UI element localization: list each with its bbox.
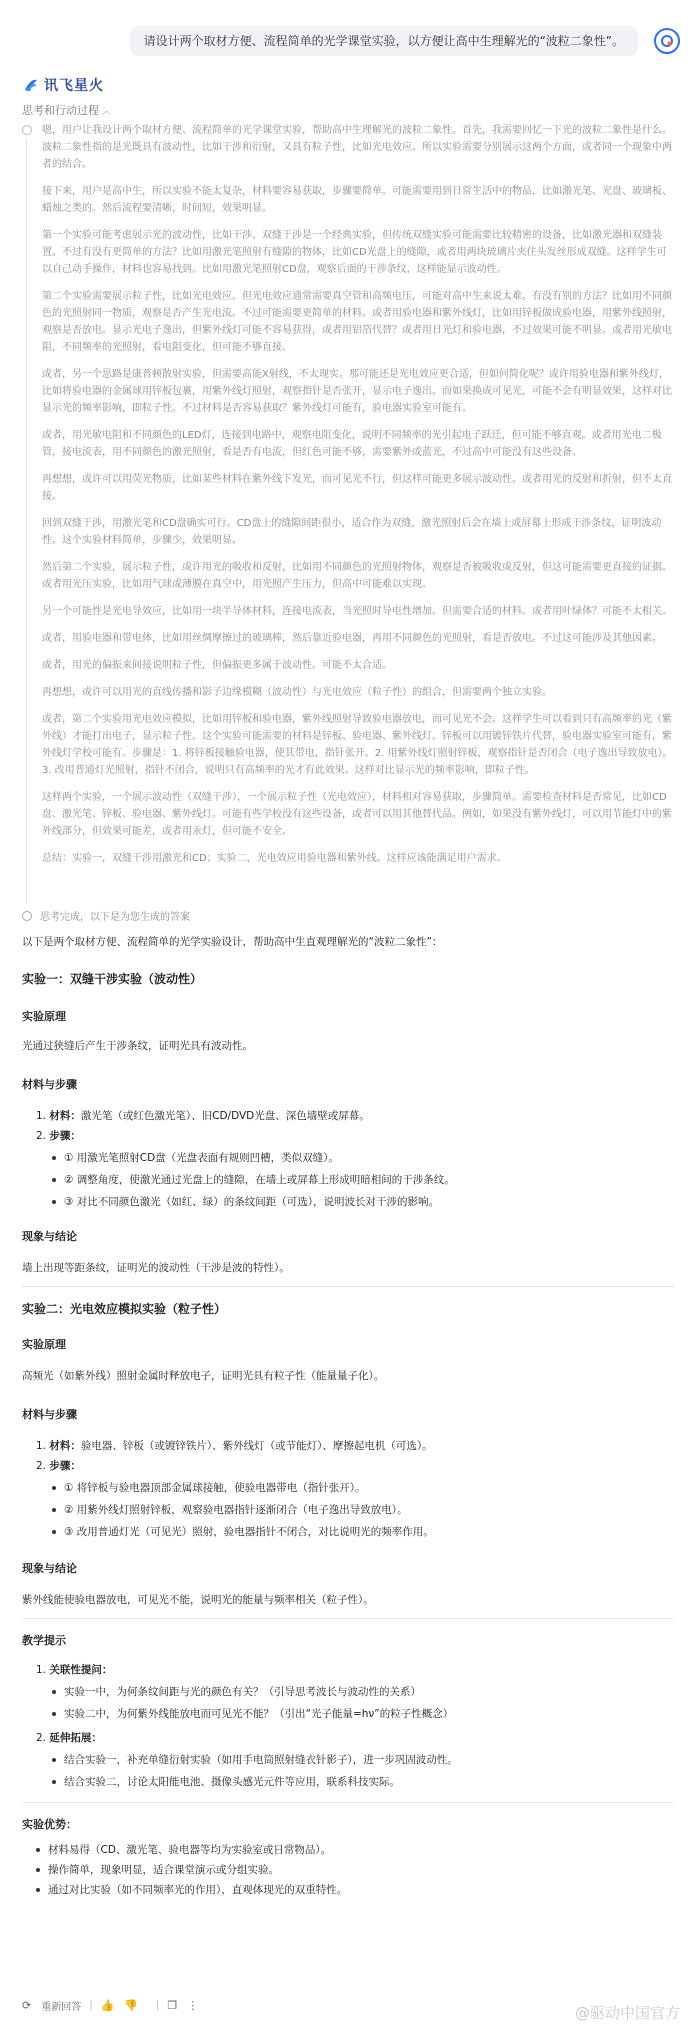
tips-title: 教学提示 xyxy=(22,1634,66,1647)
think-paragraph: 再想想，或许可以用荧光物质，比如某些材料在紫外线下发光，而可见光不行，但这样可能更多展示波动性。或者用光的反射和折射，但不太直接。 xyxy=(42,474,672,502)
think-paragraph: 回到双缝干涉，用激光笔和CD盘确实可行。CD盘上的缝隙间距很小，适合作为双缝，激光照射后会在墙上或屏幕上形成干涉条纹，证明波动性。这个实验材料简单，步骤少，效果明显。 xyxy=(42,518,662,546)
exp2-title: 实验二：光电效应模拟实验（粒子性） xyxy=(22,1302,227,1316)
thinking-process xyxy=(22,122,674,904)
think-paragraph: 或者，第二个实验用光电效应模拟，比如用锌板和验电器，紫外线照射导致验电器放电，而可见光不会。这样学生可以看到只有高频率的光（紫外线）才能打出电子，显示粒子性。这个实验可能需要的材料是锌板、验电器、紫外线灯。锌板可以用镀锌铁片代替，验电器实验室可能有，紫外线灯学校可能有。步骤是：1. 将锌板接触验电器，使其带电，指针张开。2. 用紫外线灯照射锌板，观察指针是否闭合（电子逸出导致放电）。3. 改用普通灯光照射，指针不闭合，说明只有高频率的光才有此效果。这样对比显示光的频率影响，即粒子性。 xyxy=(42,714,673,776)
tips-sub-text: 结合实验一，补充单缝衍射实验（如用手电筒照射缝衣针影子），进一步巩固波动性。 xyxy=(64,1754,458,1766)
thinking-divider xyxy=(26,138,27,904)
think-toggle[interactable] xyxy=(22,102,111,118)
section-divider xyxy=(22,1618,674,1619)
bullet-icon xyxy=(36,1888,40,1892)
tips-sub-text: 结合实验二，讨论太阳能电池、摄像头感光元件等应用，联系科技实际。 xyxy=(64,1776,400,1788)
exp1-step xyxy=(52,1194,439,1209)
exp2-principle-heading: 实验原理 xyxy=(22,1338,66,1351)
thumbs-down-icon[interactable]: 👎 xyxy=(124,1999,138,2012)
tips-sub xyxy=(52,1752,458,1767)
user-avatar[interactable] xyxy=(654,28,680,54)
bullet-icon xyxy=(52,1200,56,1204)
think-paragraph: 接下来，用户是高中生，所以实验不能太复杂，材料要容易获取，步骤要简单。可能需要用到日常生活中的物品，比如激光笔、光盘、玻璃板、蜡烛之类的。然后流程要清晰，时间短，效果明显。 xyxy=(42,186,672,214)
exp1-result: 墙上出现等距条纹，证明光的波动性（干涉是波的特性）。 xyxy=(22,1262,290,1274)
regenerate-button[interactable]: 重新回答 xyxy=(41,2002,82,2013)
exp2-materials-item: 1. 材料：验电器、锌板（或镀锌铁片）、紫外线灯（或节能灯）、摩擦起电机（可选）。 xyxy=(36,1440,433,1452)
exp2-step-text: ② 用紫外线灯照射锌板，观察验电器指针逐渐闭合（电子逸出导致放电）。 xyxy=(64,1504,408,1516)
exp1-materials-label: 材料： xyxy=(49,1110,81,1122)
exp1-step-text: ① 用激光笔照射CD盘（光盘表面有规则凹槽，类似双缝）。 xyxy=(64,1152,339,1164)
tips-item-1: 1. 关联性提问： xyxy=(36,1664,113,1676)
think-paragraph: 然后第二个实验，展示粒子性，或许用光的吸收和反射，比如用不同颜色的光照射物体，观察是否被吸收或反射，但这可能需要更直接的证据。或者用光压实验，比如用气球或薄膜在真空中，用光照产生压力，但高中可能难以实现。 xyxy=(42,562,672,590)
exp1-principle-heading: 实验原理 xyxy=(22,1010,66,1023)
exp2-step xyxy=(52,1480,366,1495)
bullet-icon xyxy=(52,1530,56,1534)
divider: | xyxy=(89,2000,93,2011)
thinking-done xyxy=(22,908,190,923)
exp2-step-text: ① 将锌板与验电器顶部金属球接触，使验电器带电（指针张开）。 xyxy=(64,1482,366,1494)
exp1-materials: 激光笔（或红色激光笔）、旧CD/DVD光盘、深色墙壁或屏幕。 xyxy=(80,1110,370,1122)
advantage-text: 通过对比实验（如不同频率光的作用），直观体现光的双重特性。 xyxy=(48,1884,348,1896)
think-paragraph: 另一个可能性是光电导效应，比如用一块半导体材料，连接电流表，当光照时导电性增加。但需要合适的材料。或者用叶绿体？可能不太相关。 xyxy=(42,606,672,617)
exp2-step xyxy=(52,1524,434,1539)
done-label: 思考完成，以下是为您生成的答案 xyxy=(40,912,190,923)
exp1-step xyxy=(52,1150,339,1165)
exp1-step-text: ② 调整角度，使激光通过光盘上的缝隙，在墙上或屏幕上形成明暗相间的干涉条纹。 xyxy=(64,1174,455,1186)
watermark: @驱动中国官方 xyxy=(574,2004,680,2022)
think-paragraph: 再想想，或许可以用光的直线传播和影子边缘模糊（波动性）与光电效应（粒子性）的组合，但需要两个独立实验。 xyxy=(42,687,552,698)
think-paragraph: 或者，用验电器和带电体，比如用丝绸摩擦过的玻璃棒，然后靠近验电器，再用不同颜色的光照射，看是否放电。不过这可能涉及其他因素。 xyxy=(42,633,662,644)
advantage-item xyxy=(36,1842,331,1857)
advantages-title: 实验优势： xyxy=(22,1818,77,1831)
exp1-principle: 光通过狭缝后产生干涉条纹，证明光具有波动性。 xyxy=(22,1040,253,1052)
think-paragraph: 第二个实验需要展示粒子性，比如光电效应。但光电效应通常需要真空管和高频电压，可能对高中生来说太难。有没有别的方法？比如用不同颜色的光照射同一物质，观察是否产生光电流。不过可能需要更简单的材料。或者用验电器和紫外线灯，比如用锌板做成验电器，用紫外线照射，观察是否放电。显示光电子逸出，但紫外线灯可能不容易获得，或者用铝箔代替？或者用日光灯和验电器，不过效果可能不明显。或者用光敏电阻，不同频率的光照射，看电阻变化，但可能不够直接。 xyxy=(42,291,672,353)
exp2-steps-item: 2. 步骤： xyxy=(36,1460,81,1472)
bullet-icon xyxy=(52,1758,56,1762)
exp2-materials: 验电器、锌板（或镀锌铁片）、紫外线灯（或节能灯）、摩擦起电机（可选）。 xyxy=(80,1440,433,1452)
exp2-step-text: ③ 改用普通灯光（可见光）照射，验电器指针不闭合，对比说明光的频率作用。 xyxy=(64,1526,434,1538)
brand-name: 讯飞星火 xyxy=(44,78,104,94)
exp2-result-heading: 现象与结论 xyxy=(22,1562,77,1575)
spark-logo-icon xyxy=(22,76,40,94)
think-paragraph: 第一个实验可能考虑展示光的波动性，比如干涉。双缝干涉是一个经典实验，但传统双缝实验可能需要比较精密的设备，比如激光器和双缝装置。不过有没有更简单的方法？比如用激光笔照射有缝隙的物体，比如CD光盘上的缝隙，或者用两块玻璃片夹住头发丝形成双缝。这样学生可以自己动手操作，材料也容易找到。比如用激光笔照射CD盘，观察后面的干涉条纹，这样能显示波动性。 xyxy=(42,230,667,275)
exp1-step-text: ③ 对比不同颜色激光（如红、绿）的条纹间距（可选），说明波长对干涉的影响。 xyxy=(64,1196,439,1208)
bullet-icon xyxy=(52,1690,56,1694)
refresh-icon[interactable]: ⟳ xyxy=(22,1999,32,2012)
bullet-icon xyxy=(36,1848,40,1852)
tips-sub-text: 实验一中，为何条纹间距与光的颜色有关？（引导思考波长与波动性的关系） xyxy=(64,1686,421,1698)
exp2-materials-heading: 材料与步骤 xyxy=(22,1408,77,1421)
tips-sub xyxy=(52,1706,453,1721)
advantage-item xyxy=(36,1862,279,1877)
think-paragraph: 或者，用光敏电阻和不同颜色的LED灯，连接到电路中，观察电阻变化，说明不同频率的光引起电子跃迁，但可能不够直观。或者用光电二极管，接电流表，用不同颜色的激光照射，看是否有电流，但红色可能不够，需要紫外或蓝光，不过高中可能没有这些设备。 xyxy=(42,430,662,458)
advantage-text: 操作简单，现象明显，适合课堂演示或分组实验。 xyxy=(48,1864,279,1876)
copy-icon[interactable]: ❐ xyxy=(167,1999,178,2012)
avatar-icon xyxy=(660,34,674,48)
user-message: 请设计两个取材方便、流程简单的光学课堂实验，以方便让高中生理解光的“波粒二象性”。 xyxy=(130,26,638,56)
thinking-paragraphs xyxy=(42,122,674,877)
section-divider xyxy=(22,1802,674,1803)
think-paragraph: 或者，用光的偏振来间接说明粒子性，但偏振更多属于波动性。可能不太合适。 xyxy=(42,660,392,671)
exp1-materials-heading: 材料与步骤 xyxy=(22,1078,77,1091)
tips-sub-text: 实验二中，为何紫外线能放电而可见光不能？（引出“光子能量=hν”的粒子性概念） xyxy=(64,1708,454,1720)
think-paragraph: 总结：实验一，双缝干涉用激光和CD；实验二，光电效应用验电器和紫外线。这样应该能满足用户需求。 xyxy=(42,853,507,864)
exp1-materials-item: 1. 材料：激光笔（或红色激光笔）、旧CD/DVD光盘、深色墙壁或屏幕。 xyxy=(36,1110,370,1122)
check-circle-icon xyxy=(22,911,32,921)
advantage-item xyxy=(36,1882,347,1897)
bullet-icon xyxy=(52,1486,56,1490)
user-message-row xyxy=(0,22,700,58)
divider: | xyxy=(156,2000,160,2011)
tips-item-1-label: 关联性提问： xyxy=(49,1664,113,1676)
thinking-icon xyxy=(22,125,32,135)
exp1-title: 实验一：双缝干涉实验（波动性） xyxy=(22,972,203,986)
bullet-icon xyxy=(36,1868,40,1872)
answer-intro: 以下是两个取材方便、流程简单的光学实验设计，帮助高中生直观理解光的“波粒二象性”： xyxy=(22,936,443,948)
think-toggle-label: 思考和行动过程 xyxy=(22,104,99,117)
assistant-brand xyxy=(22,74,104,96)
think-paragraph: 这样两个实验，一个展示波动性（双缝干涉），一个展示粒子性（光电效应），材料相对容易获取，步骤简单。需要检查材料是否常见，比如CD盘、激光笔、锌板、验电器、紫外线灯。可能有些学校没有这些设备，或者可以用其他替代品。例如，如果没有紫外线灯，可以用节能灯中的紫外线部分，但效果可能差，或者用汞灯，但可能不安全。 xyxy=(42,792,672,837)
exp2-materials-label: 材料： xyxy=(49,1440,81,1452)
bullet-icon xyxy=(52,1712,56,1716)
tips-item-2-label: 延伸拓展： xyxy=(49,1732,102,1744)
exp1-steps-label: 步骤： xyxy=(49,1130,81,1142)
more-icon[interactable]: ⋮ xyxy=(187,1999,199,2012)
tips-sub xyxy=(52,1774,400,1789)
section-divider xyxy=(22,1286,674,1287)
exp2-principle: 高频光（如紫外线）照射金属时释放电子，证明光具有粒子性（能量量子化）。 xyxy=(22,1370,385,1382)
thumbs-up-icon[interactable]: 👍 xyxy=(100,1999,115,2012)
exp1-steps-item: 2. 步骤： xyxy=(36,1130,81,1142)
exp2-result: 紫外线能使验电器放电，可见光不能，说明光的能量与频率相关（粒子性）。 xyxy=(22,1594,374,1606)
think-paragraph: 嗯，用户让我设计两个取材方便、流程简单的光学课堂实验，帮助高中生理解光的波粒二象性。首先，我需要回忆一下光的波粒二象性是什么。波粒二象性指的是光既具有波动性，比如干涉和衍射，又具有粒子性，比如光电效应。所以实验需要分别展示这两个方面，或者同一个现象中两者的结合。 xyxy=(42,125,672,170)
answer-actions xyxy=(22,1998,208,2013)
bullet-icon xyxy=(52,1780,56,1784)
bullet-icon xyxy=(52,1178,56,1182)
tips-sub xyxy=(52,1684,421,1699)
exp1-step xyxy=(52,1172,455,1187)
chevron-up-icon: ︿ xyxy=(102,106,112,117)
tips-item-2: 2. 延伸拓展： xyxy=(36,1732,102,1744)
exp2-steps-label: 步骤： xyxy=(49,1460,81,1472)
bullet-icon xyxy=(52,1156,56,1160)
exp1-result-heading: 现象与结论 xyxy=(22,1230,77,1243)
think-paragraph: 或者，另一个思路是康普顿散射实验，但需要高能X射线，不太现实。那可能还是光电效应更合适，但如何简化呢？或许用验电器和紫外线灯，比如将验电器的金属球用锌板包裹，用紫外线灯照射，观察指针是否张开，显示电子逸出。而如果换成可见光，可能不会有明显效果，这样对比显示光的频率影响，即粒子性。不过材料是否容易获取？紫外线灯可能有，验电器实验室可能有。 xyxy=(42,369,672,414)
bullet-icon xyxy=(52,1508,56,1512)
exp2-step xyxy=(52,1502,408,1517)
advantage-text: 材料易得（CD、激光笔、验电器等均为实验室或日常物品）。 xyxy=(48,1844,332,1856)
